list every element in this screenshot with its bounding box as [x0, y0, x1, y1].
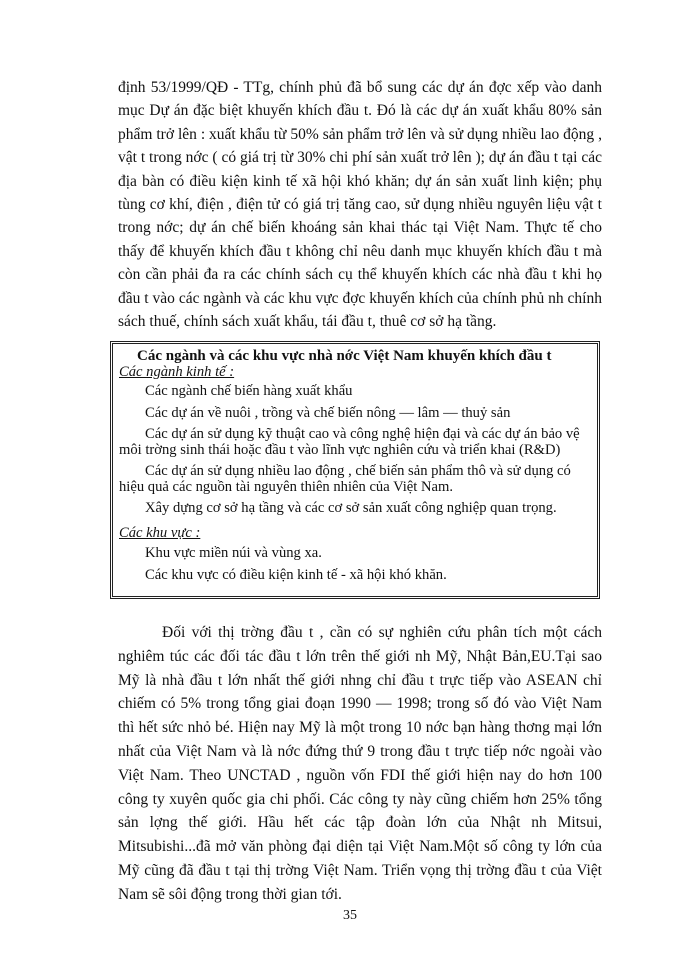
- incentive-sectors-box: [110, 341, 600, 599]
- region-item: Khu vực miền núi và vùng xa.: [145, 544, 322, 561]
- sector-item: Các dự án sử dụng nhiều lao động , chế biến sản phẩm thô và sử dụng có hiệu quả các nguồn tài nguyên thiên nhiên của Việt Nam.: [119, 463, 571, 495]
- page-number: 35: [343, 908, 357, 923]
- region-item: Các khu vực có điều kiện kinh tế - xã hội khó khăn.: [145, 566, 447, 583]
- sector-item: Xây dựng cơ sở hạ tầng và các cơ sở sản xuất công nghiệp quan trọng.: [145, 500, 557, 516]
- sector-item: Các dự án sử dụng kỹ thuật cao và công nghệ hiện đại và các dự án bảo vệ môi trờng sinh thái hoặc đầu t vào lĩnh vực nghiên cứu và triển khai (R&D): [119, 426, 580, 458]
- sector-item: Các ngành chế biến hàng xuất khẩu: [145, 383, 353, 399]
- box-title: Các ngành và các khu vực nhà nớc Việt Nam khuyến khích đầu t: [137, 348, 552, 364]
- sectors-heading: Các ngành kinh tế :: [119, 364, 235, 380]
- body-paragraph-1: định 53/1999/QĐ - TTg, chính phủ đã bổ sung các dự án đợc xếp vào danh mục Dự án đặc biệt khuyến khích đầu t. Đó là các dự án xuất khẩu 80% sản phẩm trở lên : xuất khẩu từ 50% sản phẩm trở lên và sử dụng nhiều lao động , vật t trong nớc ( có giá trị từ 30% chi phí sản xuất trở lên ); dự án đầu t tại các địa bàn có điều kiện kinh tế xã hội khó khăn; dự án sản xuất linh kiện; phụ tùng cơ khí, điện , điện tử có giá trị tăng cao, sử dụng nhiều nguyên liệu vật t trong nớc; dự án chế biến khoáng sản khai thác tại Việt Nam. Thực tế cho thấy để khuyến khích đầu t không chỉ nêu danh mục khuyến khích đầu t mà còn cần phải đa ra các chính sách cụ thể khuyến khích các nhà đầu t khi họ đầu t vào các ngành và các khu vực đợc khuyến khích của chính phủ nh chính sách thuế, chính sách xuất khẩu, tái đầu t, thuê cơ sở hạ tầng.: [118, 79, 602, 331]
- body-paragraph-2-text: Đối với thị trờng đầu t , cần có sự nghiên cứu phân tích một cách nghiêm túc các đối tác đầu t lớn trên thế giới nh Mỹ, Nhật Bản,EU.Tại sao Mỹ là nhà đầu t lớn nhất thế giới nhng chỉ đầu t trực tiếp vào ASEAN chỉ chiếm có 5% trong tổng giai đoạn 1990 — 1998; trong số đó vào Việt Nam thì hết sức nhỏ bé. Hiện nay Mỹ là một trong 10 nớc bạn hàng thơng mại lớn nhất của Việt Nam và là nớc đứng thứ 9 trong đầu t trực tiếp nớc ngoài vào Việt Nam. Theo UNCTAD , nguồn vốn FDI thế giới hiện nay do hơn 100 công ty xuyên quốc gia chi phối. Các công ty này cũng chiếm hơn 25% tổng sản lợng thế giới. Hầu hết các tập đoàn lớn của Nhật nh Mitsui, Mitsubishi...đã mở văn phòng đại diện tại Việt Nam.Một số công ty lớn của Mỹ cũng đã đầu t tại thị trờng Việt Nam. Triển vọng thị trờng đầu t của Việt Nam sẽ sôi động trong thời gian tới.: [118, 624, 602, 903]
- body-paragraph-2: [118, 621, 602, 907]
- sector-item: Các dự án về nuôi , trồng và chế biến nông — lâm — thuỷ sản: [145, 404, 511, 421]
- regions-heading: Các khu vực :: [119, 524, 201, 541]
